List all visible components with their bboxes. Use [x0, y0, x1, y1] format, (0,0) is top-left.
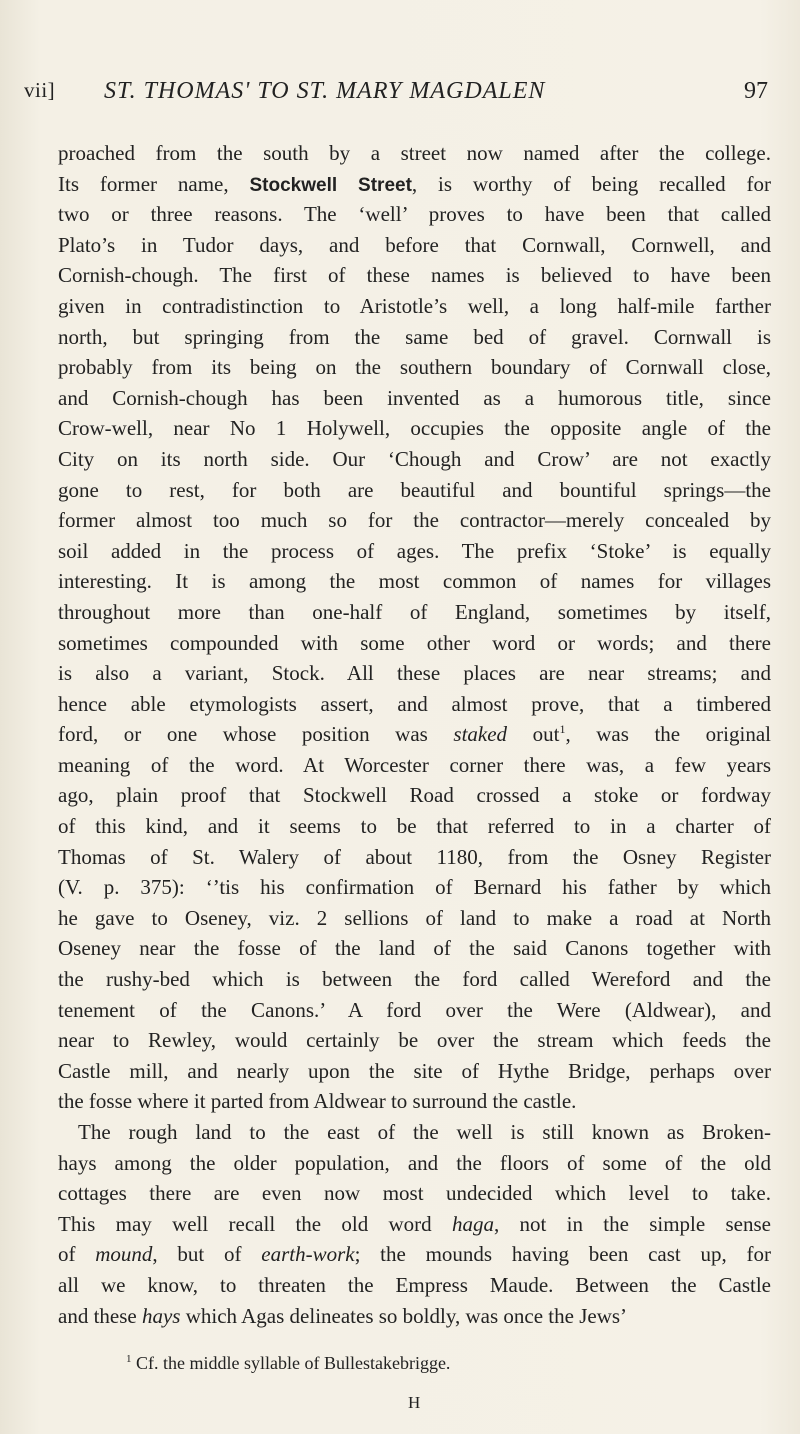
text-segment: out	[507, 722, 560, 747]
italic-term: mound	[95, 1242, 153, 1267]
text-segment: , not in the simple sense	[493, 1211, 771, 1236]
footnote	[126, 1353, 450, 1374]
text-line: Castle mill, and nearly upon the site of Hythe Bridge, perhaps over	[58, 1058, 771, 1083]
text-line: (V. p. 375): ‘’tis his confirmation of Bernard his father by which	[58, 875, 771, 900]
text-line: north, but springing from the same bed of gravel. Cornwall is	[58, 324, 771, 349]
text-line: interesting. It is among the most common of names for villages	[58, 569, 771, 594]
text-segment: , is worthy of being recalled for	[411, 171, 771, 196]
text-line: hays among the older population, and the floors of some of the old	[58, 1150, 771, 1175]
signature-mark: H	[408, 1393, 422, 1412]
text-line: is also a variant, Stock. All these places are near streams; and	[58, 661, 771, 686]
text-segment: and these	[58, 1303, 142, 1328]
footnote-marker: 1	[126, 1353, 132, 1365]
text-line: soil added in the process of ages. The prefix ‘Stoke’ is equally	[58, 538, 771, 563]
text-line: proached from the south by a street now named after the college.	[58, 141, 771, 165]
footnote-reference: 1	[559, 722, 566, 737]
italic-term: earth-work	[261, 1242, 355, 1267]
text-line: sometimes compounded with some other word or words; and there	[58, 630, 771, 655]
italic-term: hays	[141, 1303, 181, 1328]
text-line: gone to rest, for both are beautiful and bountiful springs—the	[58, 477, 771, 502]
page-number: 97	[744, 78, 768, 104]
text-line: tenement of the Canons.’ A ford over the Were (Aldwear), and	[58, 997, 771, 1022]
bold-term: Stockwell Street	[249, 174, 412, 196]
text-line: near to Rewley, would certainly be over the stream which feeds the	[58, 1028, 771, 1053]
text-line: hence able etymologists assert, and almost prove, that a timbered	[58, 691, 771, 716]
text-line: cottages there are even now most undecided which level to take.	[58, 1181, 771, 1206]
text-line: Thomas of St. Walery of about 1180, from the Osney Register	[58, 844, 771, 869]
text-line	[58, 1239, 771, 1270]
text-line: the fosse where it parted from Aldwear to surround the castle.	[58, 1089, 577, 1114]
text-segment: ; the mounds having been cast up, for	[354, 1242, 771, 1267]
text-line: of this kind, and it seems to be that referred to in a charter of	[58, 814, 771, 839]
text-line: he gave to Oseney, viz. 2 sellions of land to make a road at North	[58, 905, 771, 930]
text-segment: Its former name,	[58, 171, 250, 196]
text-line: Cornish-chough. The first of these names is believed to have been	[58, 263, 771, 288]
text-segment: of	[58, 1242, 96, 1267]
text-line: former almost too much so for the contractor—merely concealed by	[58, 508, 771, 533]
text-line	[58, 169, 771, 200]
text-segment: which Agas delineates so boldly, was once the Jews’	[180, 1303, 628, 1328]
text-line: and Cornish-chough has been invented as a humorous title, since	[58, 385, 771, 410]
text-line: The rough land to the east of the well is still known as Broken-	[78, 1120, 771, 1144]
text-line	[58, 1209, 771, 1240]
text-line: Crow-well, near No 1 Holywell, occupies the opposite angle of the	[58, 416, 771, 441]
chapter-number: vii]	[24, 78, 56, 102]
running-header	[24, 78, 768, 118]
text-line	[58, 719, 771, 750]
text-line: given in contradistinction to Aristotle’s well, a long half-mile farther	[58, 293, 771, 318]
text-line: throughout more than one-half of England, sometimes by itself,	[58, 599, 771, 624]
text-line: all we know, to threaten the Empress Maude. Between the Castle	[58, 1272, 771, 1297]
text-line: meaning of the word. At Worcester corner there was, a few years	[58, 752, 771, 777]
running-title: ST. THOMAS' TO ST. MARY MAGDALEN	[104, 78, 546, 104]
text-line: ago, plain proof that Stockwell Road crossed a stoke or fordway	[58, 783, 771, 808]
italic-term: staked	[453, 722, 508, 747]
text-line: Plato’s in Tudor days, and before that Cornwall, Cornwell, and	[58, 232, 771, 257]
text-segment: ford, or one whose position was	[58, 722, 454, 747]
text-line: City on its north side. Our ‘Chough and Crow’ are not exactly	[58, 446, 771, 471]
text-segment: , was the original	[565, 722, 772, 747]
text-line: Oseney near the fosse of the land of the said Canons together with	[58, 936, 771, 961]
text-line: two or three reasons. The ‘well’ proves to have been that called	[58, 202, 771, 227]
italic-term: haga	[451, 1211, 494, 1236]
text-line: the rushy-bed which is between the ford called Wereford and the	[58, 967, 771, 992]
text-segment: This may well recall the old word	[58, 1211, 452, 1236]
text-line	[58, 1301, 771, 1332]
body-text	[58, 138, 771, 1331]
text-segment: , but of	[152, 1242, 262, 1267]
footnote-text: Cf. the middle syllable of Bullestakebrigge.	[136, 1353, 451, 1373]
text-line: probably from its being on the southern boundary of Cornwall close,	[58, 355, 771, 380]
